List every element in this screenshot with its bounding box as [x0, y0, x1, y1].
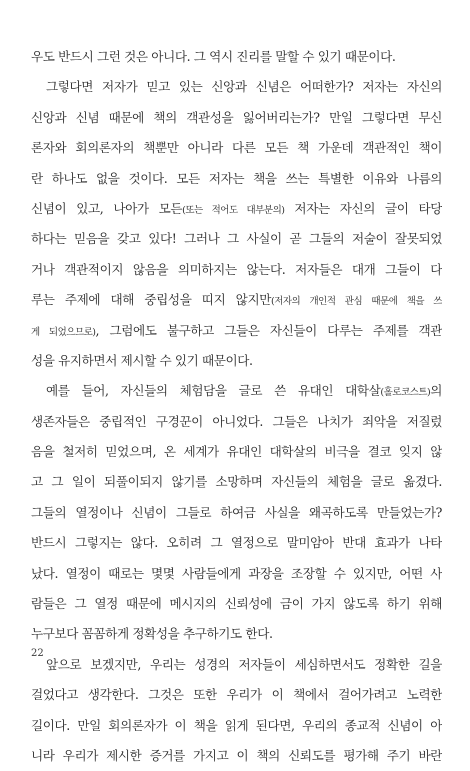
text-line	[31, 619, 442, 649]
text-run: 루는 주제에 대해 중립성을 띠지 않지만	[31, 292, 271, 308]
parenthetical-note: (홀로코스트)	[380, 387, 431, 399]
text-line	[31, 133, 442, 163]
text-run: 예를 들어, 자신들의 체험담을 글로 쓴 유대인 대학살	[46, 383, 381, 399]
text-line	[31, 528, 442, 558]
text-line	[31, 650, 442, 680]
text-run: 하다는 믿음을 갖고 있다! 그러나 그 사실이 곧 그들의 저술이 잘못되었	[31, 231, 442, 247]
text-line	[31, 255, 442, 285]
text-run: 니라 우리가 제시한 증거를 가지고 이 책의 신뢰도를 평가해 주기 바란	[31, 747, 442, 763]
text-run: 걸었다고 생각한다. 그것은 또한 우리가 이 책에서 걸어가려고 노력한	[31, 687, 442, 703]
text-line	[31, 711, 442, 741]
text-line	[31, 589, 442, 619]
parenthetical-note: 게 되었으므로)	[31, 326, 96, 338]
text-run: 누구보다 꼼꼼하게 정확성을 추구하기도 한다.	[31, 626, 273, 642]
text-run: 신앙과 신념 때문에 책의 객관성을 잃어버리는가? 만일 그렇다면 무신	[31, 109, 442, 125]
text-line	[31, 316, 442, 346]
parenthetical-note: (또는 적어도 대부분의)	[182, 204, 285, 216]
text-line	[31, 346, 442, 376]
text-line	[31, 407, 442, 437]
text-run: 거나 객관적이지 않음을 의미하지는 않는다. 저자들은 대개 그들이 다	[31, 261, 442, 277]
text-run: 그들의 열정이나 신념이 그들로 하여금 사실을 왜곡하도록 만들었는가?	[31, 504, 442, 520]
text-run: 반드시 그렇지는 않다. 오히려 그 열정으로 말미암아 반대 효과가 나타	[31, 535, 442, 551]
text-run: 우도 반드시 그런 것은 아니다. 그 역시 진리를 말할 수 있기 때문이다.	[31, 49, 396, 64]
text-line	[31, 467, 442, 497]
text-line	[31, 559, 442, 589]
text-line	[31, 680, 442, 710]
text-run: 론자와 회의론자의 책뿐만 아니라 다른 모든 책 가운데 객관적인 책이	[31, 140, 442, 156]
text-line	[31, 194, 442, 224]
body-text	[31, 42, 442, 771]
text-line	[31, 103, 442, 133]
text-run: 저자는 자신의 글이 타당	[284, 200, 442, 216]
text-run: , 그럼에도 불구하고 그들은 자신들이 다루는 주제를 객관	[95, 322, 442, 338]
text-run: 성을 유지하면서 제시할 수 있기 때문이다.	[31, 352, 253, 368]
text-run: 람들은 그 열정 때문에 메시지의 신뢰성에 금이 가지 않도록 하기 위해	[31, 596, 442, 612]
text-line	[31, 741, 442, 771]
text-run: 났다. 열정이 때로는 몇몇 사람들에게 과장을 조장할 수 있지만, 어떤 사	[31, 565, 442, 581]
text-line	[31, 376, 442, 406]
text-line	[31, 498, 442, 528]
text-line	[31, 72, 442, 102]
parenthetical-note: (저자의 개인적 관심 때문에 책을 쓰	[270, 296, 442, 308]
text-run: 란 하나도 없을 것이다. 모든 저자는 책을 쓰는 특별한 이유와 나름의	[31, 170, 442, 186]
text-run: 그렇다면 저자가 믿고 있는 신앙과 신념은 어떠한가? 저자는 자신의	[46, 79, 442, 95]
text-line	[31, 164, 442, 194]
text-run: 길이다. 만일 회의론자가 이 책을 읽게 된다면, 우리의 종교적 신념이 아	[31, 717, 442, 733]
text-line	[31, 285, 442, 315]
text-line	[31, 437, 442, 467]
text-line	[31, 224, 442, 254]
text-run: 신념이 있고, 나아가 모든	[31, 200, 183, 216]
text-line	[31, 42, 442, 72]
text-run: 앞으로 보겠지만, 우리는 성경의 저자들이 세심하면서도 정확한 길을	[46, 656, 442, 672]
text-run: 생존자들은 중립적인 구경꾼이 아니었다. 그들은 나치가 죄악을 저질렀	[31, 413, 442, 429]
text-run: 음을 철저히 믿었으며, 온 세계가 유대인 대학살의 비극을 결코 잊지 않	[31, 444, 442, 460]
text-run: 의	[430, 383, 442, 399]
page-number: 22	[31, 648, 44, 659]
text-run: 고 그 일이 되풀이되지 않기를 소망하며 자신들의 체험을 글로 옮겼다.	[31, 474, 442, 490]
